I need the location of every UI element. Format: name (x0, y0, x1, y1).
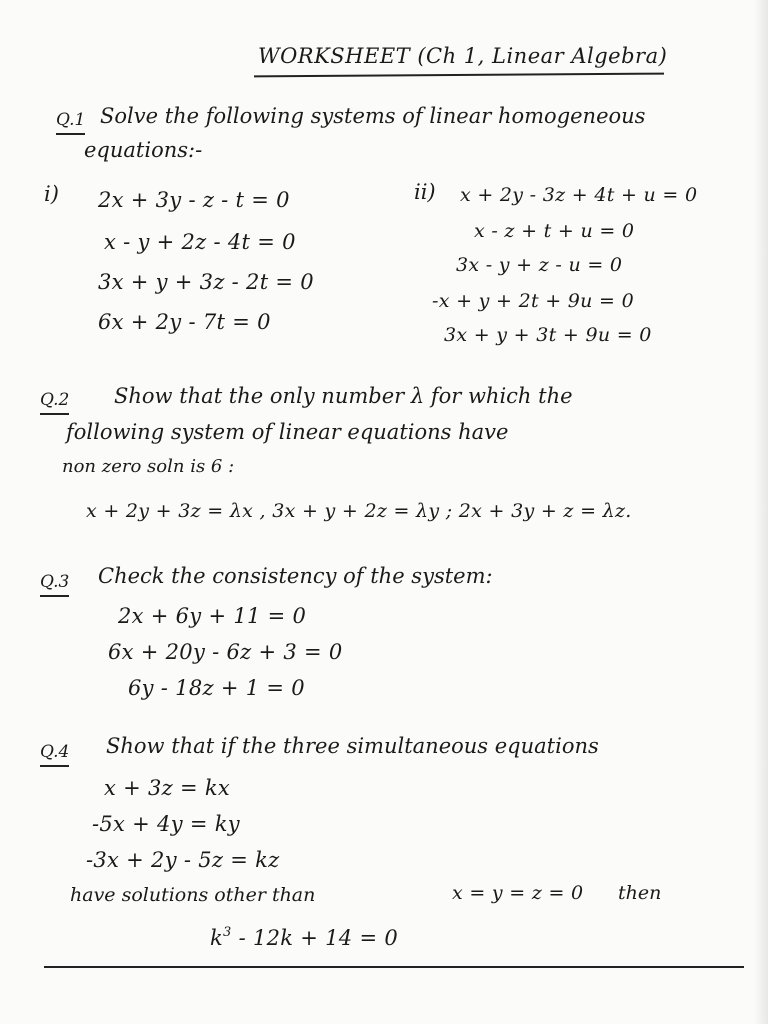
question-4-label: Q.4 (40, 742, 69, 762)
question-3-label: Q.3 (40, 572, 69, 592)
question-1-label: Q.1 (56, 110, 85, 130)
question-3-prompt: Check the consistency of the system: (98, 564, 493, 588)
system-ii-equation-1: x + 2y - 3z + 4t + u = 0 (460, 184, 698, 206)
question-2-prompt-line-1: Show that the only number λ for which the (114, 384, 573, 408)
question-1-prompt-line-2: equations:- (84, 138, 203, 162)
system-i-equation-2: x - y + 2z - 4t = 0 (104, 230, 296, 254)
system-ii-equation-3: 3x - y + z - u = 0 (456, 254, 623, 276)
question-1-prompt-line-1: Solve the following systems of linear homogeneous (100, 104, 646, 128)
question-2-equations: x + 2y + 3z = λx , 3x + y + 2z = λy ; 2x + 3y + z = λz. (86, 500, 632, 522)
system-i-equation-3: 3x + y + 3z - 2t = 0 (98, 270, 314, 294)
question-2-prompt-line-2: following system of linear equations have (66, 420, 509, 444)
question-4-equation-2: -5x + 4y = ky (92, 812, 240, 836)
system-ii-equation-2: x - z + t + u = 0 (474, 220, 635, 242)
question-3-equation-1: 2x + 6y + 11 = 0 (118, 604, 307, 628)
result-exponent: 3 (223, 925, 232, 940)
page-edge-shadow (754, 0, 768, 1024)
system-i-equation-1: 2x + 3y - z - t = 0 (98, 188, 290, 212)
question-3-equation-3: 6y - 18z + 1 = 0 (128, 676, 305, 700)
system-ii-label: ii) (414, 180, 436, 204)
question-4-condition-equation: x = y = z = 0 (452, 882, 584, 904)
question-2-prompt-line-3: non zero soln is 6 : (62, 456, 235, 477)
question-4-equation-1: x + 3z = kx (104, 776, 231, 800)
question-3-equation-2: 6x + 20y - 6z + 3 = 0 (108, 640, 343, 664)
question-2-label: Q.2 (40, 390, 69, 410)
worksheet-title: WORKSHEET (Ch 1, Linear Algebra) (258, 44, 668, 68)
question-4-condition-text: have solutions other than (70, 884, 316, 906)
question-4-result-equation (210, 926, 398, 949)
system-ii-equation-5: 3x + y + 3t + 9u = 0 (444, 324, 652, 346)
question-4-equation-3: -3x + 2y - 5z = kz (86, 848, 280, 872)
system-i-equation-4: 6x + 2y - 7t = 0 (98, 310, 271, 334)
question-4-prompt: Show that if the three simultaneous equations (106, 734, 599, 758)
question-4-then-word: then (618, 882, 662, 904)
system-i-label: i) (44, 182, 59, 206)
result-k: k (210, 926, 224, 950)
result-rest: - 12k + 14 = 0 (231, 926, 398, 950)
bottom-rule (44, 966, 744, 968)
system-ii-equation-4: -x + y + 2t + 9u = 0 (432, 290, 635, 312)
title-underline (254, 73, 664, 78)
